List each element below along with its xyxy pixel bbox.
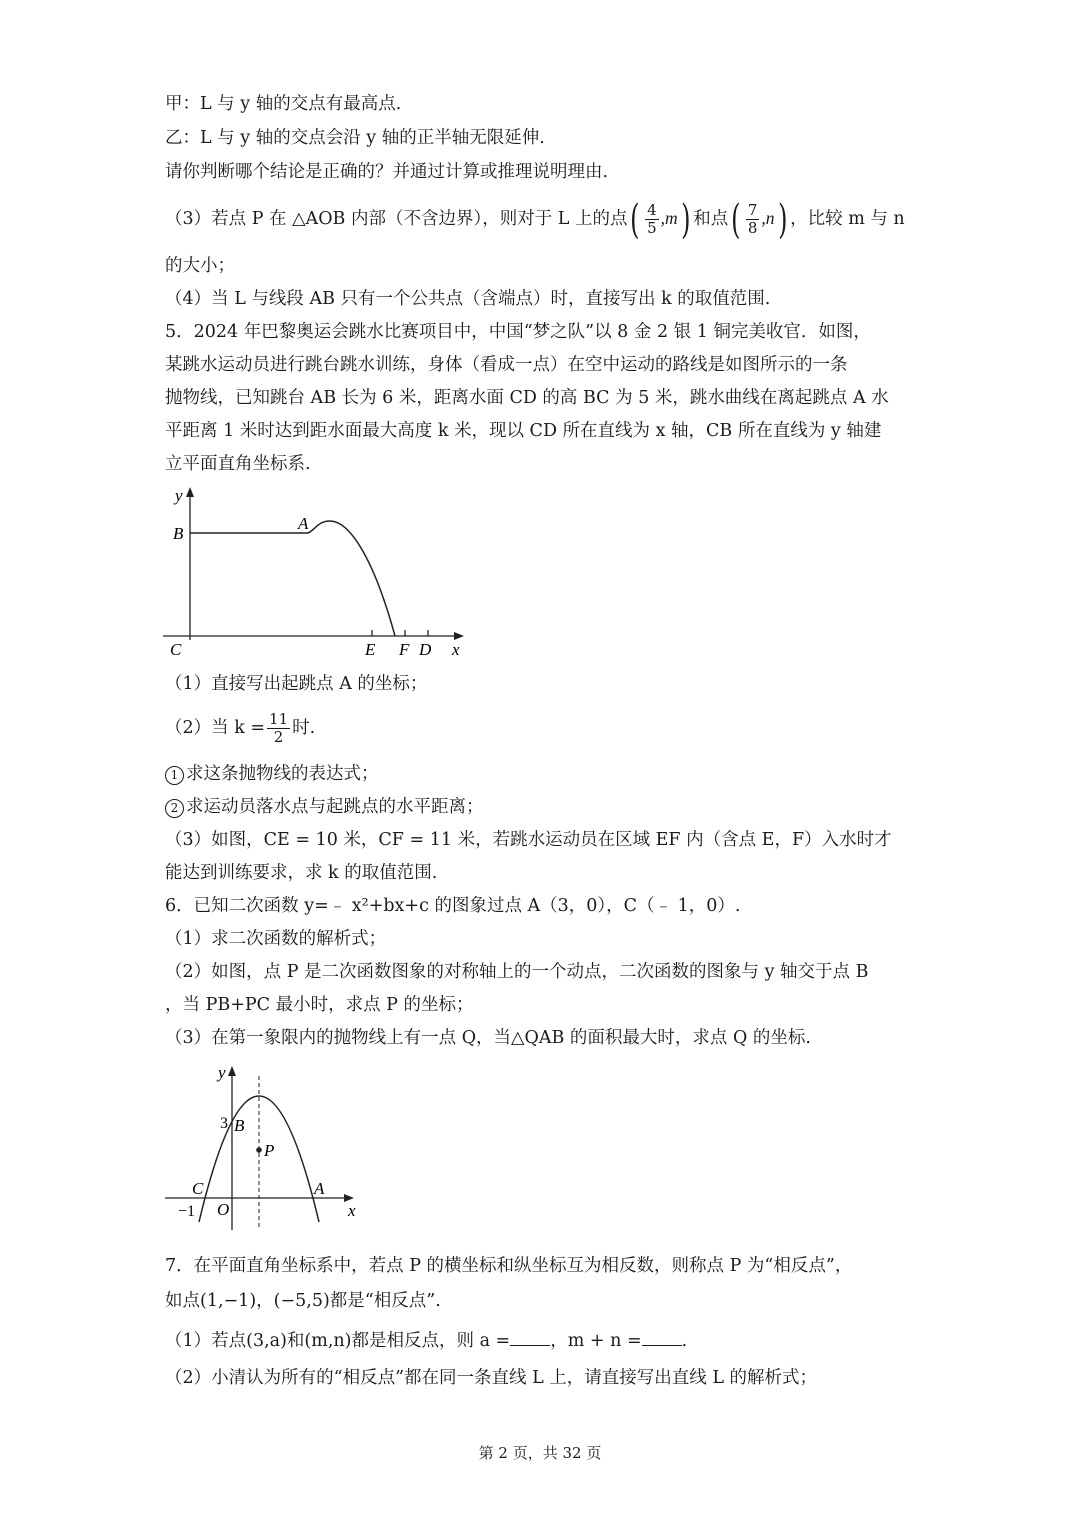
label-p: P [264, 1141, 275, 1160]
point-p [256, 1147, 262, 1153]
label-a: A [314, 1179, 325, 1198]
text-line: （1）直接写出起跳点 A 的坐标； [165, 674, 428, 694]
answer-blank[interactable] [642, 1331, 682, 1346]
parabola-curve [308, 521, 395, 636]
text-line: ，当 PB+PC 最小时，求点 P 的坐标； [165, 995, 474, 1015]
fraction: $\frac{7}{8}$ [747, 201, 758, 237]
text-line: 7．在平面直角坐标系中，若点 P 的横坐标和纵坐标互为相反数，则称点 P 为“相反点”， [165, 1256, 853, 1276]
text-segment: （3）若点 P 在 △AOB 内部（不含边界），则对于 L 上的点 [165, 209, 628, 229]
circled-number: 1 [165, 766, 184, 785]
label-a: A [298, 514, 309, 533]
label-y: y [175, 486, 183, 505]
label-b: B [173, 524, 184, 543]
text-line: 能达到训练要求，求 k 的取值范围. [165, 863, 438, 883]
text-segment: ，比较 m 与 n [790, 209, 905, 229]
answer-blank[interactable] [510, 1331, 550, 1346]
text-segment: 时. [292, 718, 316, 738]
text-segment: ，m + n = [550, 1331, 642, 1351]
fraction: $\frac{4}{5}$ [647, 201, 657, 237]
page-footer: 第 2 页，共 32 页 [478, 1444, 602, 1462]
text-segment: （2）当 k = [165, 718, 266, 738]
diving-figure [155, 483, 475, 663]
text-segment: （1）若点(3,a)和(m,n)都是相反点，则 a = [165, 1331, 511, 1351]
text-line: 5．2024 年巴黎奥运会跳水比赛项目中，中国“梦之队”以 8 金 2 银 1 铜完美收官．如图， [165, 322, 871, 342]
text-line: 6．已知二次函数 y=﹣ x²+bx+c 的图象过点 A（3，0），C（﹣ 1，0）. [165, 896, 741, 916]
text-line: 立平面直角坐标系. [165, 454, 311, 474]
text-line [165, 708, 315, 748]
text-line: 甲：L 与 y 轴的交点有最高点. [165, 94, 402, 114]
y-axis-arrow [228, 1066, 236, 1076]
label-c: C [170, 640, 182, 659]
label-x: x [348, 1201, 356, 1220]
text-segment: 和点 [693, 209, 729, 229]
label-c: C [192, 1179, 204, 1198]
text-line: （3）若点 P 在 △AOB 内部（不含边界），则对于 L 上的点( $\frac{4}{5}$ ,m) 和点( $\frac{7}{8}$ ,n) ，比较 m 与 n [165, 196, 905, 243]
circled-number: 2 [165, 799, 184, 818]
text-line: 1 求这条抛物线的表达式； [165, 762, 379, 786]
text-segment: ,m [660, 208, 678, 228]
label-y: y [218, 1063, 226, 1082]
text-line: 请你判断哪个结论是正确的？并通过计算或推理说明理由. [165, 162, 609, 182]
label-3: 3 [220, 1115, 228, 1132]
text-segment: . [681, 1331, 688, 1351]
text-line: （2）小清认为所有的“相反点”都在同一条直线 L 上，请直接写出直线 L 的解析式； [165, 1368, 818, 1388]
fraction: $\frac{11}{2}$ [269, 710, 289, 746]
label-f: F [399, 640, 410, 659]
label-d: D [419, 640, 432, 659]
text-line: 某跳水运动员进行跳台跳水训练，身体（看成一点）在空中运动的路线是如图所示的一条 [165, 355, 848, 375]
text-line: 如点(1,−1)，(−5,5)都是“相反点”. [165, 1291, 441, 1311]
label-o: O [217, 1200, 230, 1219]
label-x: x [452, 640, 460, 659]
label-b: B [234, 1116, 245, 1135]
text-line: 平距离 1 米时达到距水面最大高度 k 米，现以 CD 所在直线为 x 轴，CB 所在直线为 y 轴建 [165, 421, 882, 441]
text-segment: ,n [761, 208, 775, 228]
text-line: （3）在第一象限内的抛物线上有一点 Q，当△QAB 的面积最大时，求点 Q 的坐标. [165, 1028, 811, 1048]
text-line: 2 求运动员落水点与起跳点的水平距离； [165, 795, 484, 819]
text-line: 抛物线，已知跳台 AB 长为 6 米，距离水面 CD 的高 BC 为 5 米，跳水曲线在离起跳点 A 水 [165, 388, 889, 408]
y-axis-arrow [186, 487, 194, 497]
text-line [165, 1329, 687, 1353]
text-line: （2）如图，点 P 是二次函数图象的对称轴上的一个动点，二次函数的图象与 y 轴交于点 B [165, 962, 869, 982]
text-line: （3）如图，CE = 10 米，CF = 11 米，若跳水运动员在区域 EF 内（含点 E，F）入水时才 [165, 830, 892, 850]
label-neg1: −1 [178, 1203, 196, 1220]
text-line: （4）当 L 与线段 AB 只有一个公共点（含端点）时，直接写出 k 的取值范围. [165, 289, 771, 309]
text-line: 乙：L 与 y 轴的交点会沿 y 轴的正半轴无限延伸. [165, 128, 545, 148]
text-line: （1）求二次函数的解析式； [165, 929, 387, 949]
label-e: E [365, 640, 376, 659]
x-axis-arrow [454, 632, 464, 640]
text-line: 的大小； [165, 256, 235, 276]
parabola-figure [160, 1058, 370, 1233]
